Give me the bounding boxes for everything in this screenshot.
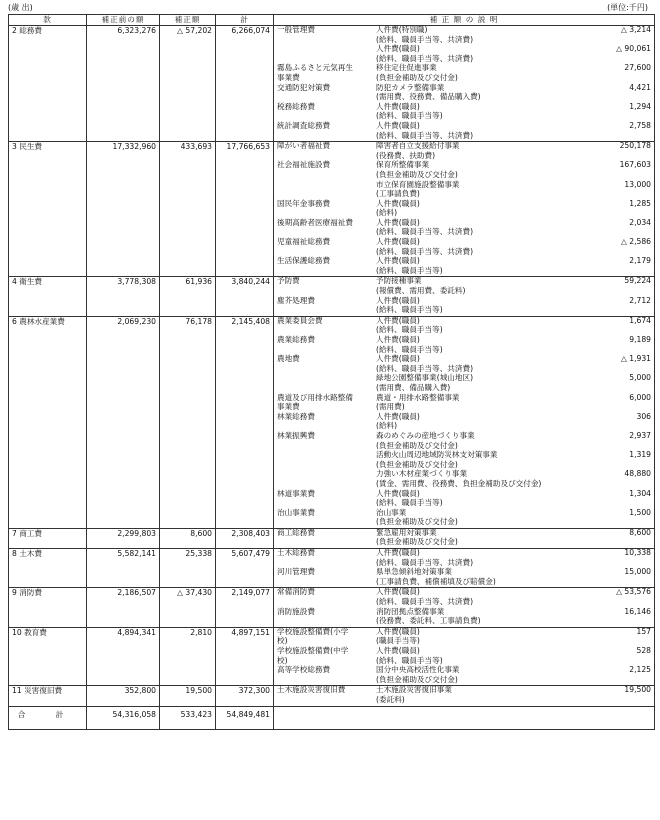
item-desc: 活動火山周辺地域防災林支対策事業 bbox=[376, 450, 498, 460]
item-name bbox=[274, 132, 372, 142]
section-row bbox=[9, 686, 655, 706]
item-desc: 力強い木材産業づくり事業 bbox=[376, 469, 468, 479]
item-desc: 森のめぐみの産地づくり事業 bbox=[376, 430, 475, 440]
item-desc: (給料、職員手当等) bbox=[376, 305, 443, 315]
item-desc: 消防団拠点整備事業 bbox=[376, 606, 445, 616]
item-amount: 19,500 bbox=[624, 685, 651, 695]
item-name: 土木施設災害復旧費 bbox=[277, 685, 346, 695]
section-row bbox=[9, 277, 655, 316]
item-name bbox=[274, 538, 372, 548]
item-row bbox=[274, 413, 654, 423]
item-desc: 土木施設災害復旧事業 bbox=[376, 685, 452, 695]
item-row bbox=[274, 267, 654, 277]
item-desc: 人件費(職員) bbox=[376, 237, 420, 247]
item-name: 商工総務費 bbox=[277, 527, 315, 537]
item-row bbox=[274, 617, 654, 627]
item-name bbox=[274, 518, 372, 528]
section-kan: 2 総務費 bbox=[9, 26, 87, 142]
item-row bbox=[274, 190, 654, 200]
item-amount bbox=[594, 578, 654, 588]
section-items bbox=[274, 316, 655, 528]
item-name: 林業総務費 bbox=[277, 411, 315, 421]
section-items bbox=[274, 142, 655, 277]
section-before: 3,778,308 bbox=[87, 277, 160, 316]
item-desc: 人件費(職員) bbox=[376, 101, 420, 111]
col-desc: 補 正 額 の 説 明 bbox=[274, 15, 655, 26]
item-desc: (給料、職員手当等、共済費) bbox=[376, 53, 474, 63]
item-amount: 4,421 bbox=[629, 82, 651, 92]
item-desc: (給料、職員手当等、共済費) bbox=[376, 246, 474, 256]
section-before: 6,323,276 bbox=[87, 26, 160, 142]
item-desc: (給料、職員手当等、共済費) bbox=[376, 363, 474, 373]
col-kan: 款 bbox=[9, 15, 87, 26]
item-amount: 1,285 bbox=[629, 198, 651, 208]
item-desc: (給料、職員手当等) bbox=[376, 498, 443, 508]
item-desc: (負担金補助及び交付金) bbox=[376, 169, 458, 179]
item-desc: (給料、職員手当等、共済費) bbox=[376, 34, 474, 44]
item-amount: 27,600 bbox=[624, 63, 651, 73]
item-row bbox=[274, 346, 654, 356]
item-amount: 10,338 bbox=[624, 548, 651, 558]
section-total: 2,149,077 bbox=[216, 588, 274, 627]
item-row bbox=[274, 559, 654, 569]
section-total: 5,607,479 bbox=[216, 549, 274, 588]
item-amount bbox=[594, 676, 654, 686]
item-row bbox=[274, 499, 654, 509]
item-row bbox=[274, 336, 654, 346]
item-desc: (報償費、需用費、委託料) bbox=[376, 286, 466, 296]
section-total: 6,266,074 bbox=[216, 26, 274, 142]
item-desc: 障害者自立支援給付事業 bbox=[376, 141, 460, 151]
section-before: 4,894,341 bbox=[87, 627, 160, 686]
item-amount: 1,319 bbox=[629, 450, 651, 460]
item-name: 予防費 bbox=[277, 276, 300, 286]
item-name: 高等学校総務費 bbox=[277, 665, 331, 675]
item-name bbox=[274, 696, 372, 706]
item-desc: (賃金、需用費、役務費、負担金補助及び交付金) bbox=[376, 478, 542, 488]
item-amount: 6,000 bbox=[629, 392, 651, 402]
item-desc: (役務費、扶助費) bbox=[376, 150, 436, 160]
item-row bbox=[274, 93, 654, 103]
item-desc: (工事請負費、補償補填及び賠償金) bbox=[376, 576, 496, 586]
item-desc: (職員手当等) bbox=[376, 636, 420, 646]
item-row bbox=[274, 628, 654, 638]
item-name bbox=[274, 45, 372, 55]
item-amount: 15,000 bbox=[624, 567, 651, 577]
item-amount bbox=[594, 538, 654, 548]
item-name bbox=[274, 461, 372, 471]
item-row bbox=[274, 257, 654, 267]
item-amount: △ 1,931 bbox=[621, 354, 651, 364]
item-name bbox=[274, 451, 372, 461]
item-row bbox=[274, 598, 654, 608]
section-items bbox=[274, 549, 655, 588]
item-name: 林道事業費 bbox=[277, 488, 315, 498]
item-row bbox=[274, 374, 654, 384]
item-name: 学校施設整備費(中学 bbox=[277, 646, 349, 655]
item-row bbox=[274, 132, 654, 142]
section-total: 17,766,653 bbox=[216, 142, 274, 277]
section-items bbox=[274, 686, 655, 706]
item-amount: 250,178 bbox=[619, 141, 651, 151]
section-amount: 25,338 bbox=[160, 549, 216, 588]
item-desc: (給料、職員手当等) bbox=[376, 265, 443, 275]
table-body bbox=[9, 26, 655, 707]
section-kan: 9 消防費 bbox=[9, 588, 87, 627]
item-row bbox=[274, 676, 654, 686]
item-amount: △ 90,061 bbox=[616, 44, 651, 54]
item-amount: 1,674 bbox=[629, 315, 651, 325]
item-name: 農道及び用排水路整備 bbox=[277, 392, 353, 402]
section-items bbox=[274, 627, 655, 686]
item-desc: 人件費(職員) bbox=[376, 626, 420, 636]
item-desc: (給料、職員手当等、共済費) bbox=[376, 557, 474, 567]
item-desc: (負担金補助及び交付金) bbox=[376, 537, 458, 547]
section-before: 2,186,507 bbox=[87, 588, 160, 627]
item-desc: 県単急傾斜地対策事業 bbox=[376, 567, 452, 577]
item-name: 校) bbox=[277, 655, 288, 665]
item-name bbox=[274, 36, 372, 46]
section-amount: 8,600 bbox=[160, 528, 216, 548]
total-amount: 533,423 bbox=[160, 706, 216, 729]
item-name bbox=[274, 181, 372, 191]
item-amount: 13,000 bbox=[624, 179, 651, 189]
item-desc: 人件費(職員) bbox=[376, 120, 420, 130]
item-name: 事業費 bbox=[277, 402, 300, 412]
item-name: 障がい者福祉費 bbox=[277, 141, 331, 151]
item-name: 農業総務費 bbox=[277, 335, 315, 344]
item-desc: 人件費(職員) bbox=[376, 295, 420, 305]
item-desc: 緊急雇用対策事業 bbox=[376, 527, 437, 537]
item-row bbox=[274, 200, 654, 210]
item-row bbox=[274, 696, 654, 706]
item-desc: 保育所整備事業 bbox=[376, 160, 430, 170]
item-name bbox=[274, 578, 372, 588]
item-desc: 治山事業 bbox=[376, 507, 407, 517]
item-desc: (給料、職員手当等、共済費) bbox=[376, 597, 474, 607]
item-name: 塵芥処理費 bbox=[277, 295, 315, 305]
item-name: 交通防犯対策費 bbox=[277, 82, 331, 92]
item-row bbox=[274, 161, 654, 171]
item-amount: 8,600 bbox=[629, 527, 651, 537]
item-desc: 移住定住促進事業 bbox=[376, 63, 437, 73]
item-desc: 人件費(職員) bbox=[376, 354, 420, 364]
item-desc: 人件費(職員) bbox=[376, 44, 420, 54]
item-row bbox=[274, 297, 654, 307]
section-before: 2,299,803 bbox=[87, 528, 160, 548]
section-before: 2,069,230 bbox=[87, 316, 160, 528]
section-items bbox=[274, 26, 655, 142]
item-name bbox=[274, 470, 372, 480]
section-kan: 11 災害復旧費 bbox=[9, 686, 87, 706]
item-row bbox=[274, 142, 654, 152]
section-total: 2,145,408 bbox=[216, 316, 274, 528]
item-row bbox=[274, 480, 654, 490]
item-desc: 農道・用排水路整備事業 bbox=[376, 392, 460, 402]
item-row bbox=[274, 64, 654, 74]
item-desc: 人件費(職員) bbox=[376, 646, 420, 655]
item-row bbox=[274, 394, 654, 404]
item-desc: 人件費(職員) bbox=[376, 587, 420, 597]
item-row bbox=[274, 317, 654, 327]
item-name: 税務総務費 bbox=[277, 101, 315, 111]
item-desc: 緑地公園整備事業(城山地区) bbox=[376, 373, 474, 383]
item-name: 後期高齢者医療福祉費 bbox=[277, 217, 353, 227]
item-desc: 人件費(職員) bbox=[376, 315, 420, 325]
item-amount: 2,712 bbox=[629, 295, 651, 305]
item-amount: 2,034 bbox=[629, 217, 651, 227]
section-items bbox=[274, 277, 655, 316]
item-amount bbox=[594, 696, 654, 706]
item-desc: (負担金補助及び交付金) bbox=[376, 459, 458, 469]
item-desc: 人件費(特別職) bbox=[376, 25, 428, 34]
item-amount: 1,304 bbox=[629, 488, 651, 498]
item-amount bbox=[594, 267, 654, 277]
total-before: 54,316,058 bbox=[87, 706, 160, 729]
col-before: 補正前の額 bbox=[87, 15, 160, 26]
item-desc: (負担金補助及び交付金) bbox=[376, 517, 458, 527]
item-amount bbox=[594, 132, 654, 142]
item-desc: (給料、職員手当等) bbox=[376, 344, 443, 354]
item-row bbox=[274, 490, 654, 500]
item-name bbox=[274, 171, 372, 181]
item-name bbox=[274, 365, 372, 375]
item-row bbox=[274, 103, 654, 113]
section-before: 17,332,960 bbox=[87, 142, 160, 277]
table-header-row bbox=[9, 15, 655, 26]
item-amount: 167,603 bbox=[619, 160, 651, 170]
item-row bbox=[274, 326, 654, 336]
item-desc: (給料、職員手当等) bbox=[376, 325, 443, 335]
section-total: 2,308,403 bbox=[216, 528, 274, 548]
item-row bbox=[274, 647, 654, 657]
item-row bbox=[274, 529, 654, 539]
item-amount: 1,294 bbox=[629, 101, 651, 111]
item-name: 一般管理費 bbox=[277, 25, 315, 34]
total-label: 合 計 bbox=[9, 706, 87, 729]
item-name: 学校施設整備費(小学 bbox=[277, 626, 349, 636]
item-amount: △ 53,576 bbox=[616, 587, 651, 597]
total-row bbox=[9, 706, 655, 729]
item-name: 国民年金事務費 bbox=[277, 198, 331, 208]
item-amount: △ 3,214 bbox=[621, 25, 651, 34]
item-desc: (給料、職員手当等) bbox=[376, 655, 443, 665]
item-desc: (委託料) bbox=[376, 694, 405, 704]
item-desc: 国分中央高校活性化事業 bbox=[376, 665, 460, 675]
section-row bbox=[9, 588, 655, 627]
item-amount: 1,500 bbox=[629, 507, 651, 517]
item-desc: (需用費) bbox=[376, 402, 405, 412]
item-name: 農業委員会費 bbox=[277, 315, 323, 325]
item-amount bbox=[594, 617, 654, 627]
item-desc: (需用費、役務費、備品購入費) bbox=[376, 92, 481, 102]
section-kan: 3 民生費 bbox=[9, 142, 87, 277]
section-items bbox=[274, 588, 655, 627]
item-name: 社会福祉施設費 bbox=[277, 160, 331, 170]
item-amount: △ 2,586 bbox=[621, 237, 651, 247]
item-name bbox=[274, 676, 372, 686]
col-amount: 補正額 bbox=[160, 15, 216, 26]
item-amount: 157 bbox=[636, 626, 651, 636]
item-row bbox=[274, 518, 654, 528]
item-desc: 人件費(職員) bbox=[376, 217, 420, 227]
section-amount: 2,810 bbox=[160, 627, 216, 686]
item-amount: 306 bbox=[636, 411, 651, 421]
item-row bbox=[274, 228, 654, 238]
item-desc: (給料、職員手当等) bbox=[376, 111, 443, 121]
section-amount: △ 57,202 bbox=[160, 26, 216, 142]
section-row bbox=[9, 316, 655, 528]
item-name bbox=[274, 374, 372, 384]
item-name: 常備消防費 bbox=[277, 587, 315, 597]
section-amount: 76,178 bbox=[160, 316, 216, 528]
item-name: 林業振興費 bbox=[277, 430, 315, 440]
item-row bbox=[274, 578, 654, 588]
item-name: 児童福祉総務費 bbox=[277, 237, 331, 247]
section-row bbox=[9, 528, 655, 548]
section-total: 372,300 bbox=[216, 686, 274, 706]
item-desc: 人件費(職員) bbox=[376, 198, 420, 208]
section-row bbox=[9, 627, 655, 686]
item-desc: (工事請負費) bbox=[376, 189, 420, 199]
item-amount: 2,125 bbox=[629, 665, 651, 675]
item-row bbox=[274, 432, 654, 442]
header-unit: (単位:千円) bbox=[607, 3, 648, 12]
item-row bbox=[274, 657, 654, 667]
item-amount: 59,224 bbox=[624, 276, 651, 286]
item-row bbox=[274, 538, 654, 548]
total-total: 54,849,481 bbox=[216, 706, 274, 729]
item-row bbox=[274, 248, 654, 258]
section-amount: 19,500 bbox=[160, 686, 216, 706]
item-desc: 人件費(職員) bbox=[376, 411, 420, 421]
item-desc: (負担金補助及び交付金) bbox=[376, 72, 458, 82]
item-desc: (需用費、備品購入費) bbox=[376, 382, 451, 392]
total-desc-empty bbox=[274, 706, 655, 729]
item-row bbox=[274, 306, 654, 316]
item-desc: (負担金補助及び交付金) bbox=[376, 674, 458, 684]
item-name: 校) bbox=[277, 636, 288, 646]
item-name: 治山事業費 bbox=[277, 507, 315, 517]
section-row bbox=[9, 142, 655, 277]
section-kan: 4 衛生費 bbox=[9, 277, 87, 316]
item-name: 霧島ふるさと元気再生 bbox=[277, 63, 353, 73]
section-amount: 61,936 bbox=[160, 277, 216, 316]
section-amount: 433,693 bbox=[160, 142, 216, 277]
col-total: 計 bbox=[216, 15, 274, 26]
item-row bbox=[274, 686, 654, 696]
item-desc: (給料) bbox=[376, 421, 398, 431]
item-row bbox=[274, 666, 654, 676]
item-desc: 人件費(職員) bbox=[376, 256, 420, 266]
section-before: 5,582,141 bbox=[87, 549, 160, 588]
section-amount: △ 37,430 bbox=[160, 588, 216, 627]
item-amount: 5,000 bbox=[629, 373, 651, 383]
item-desc: 防犯カメラ整備事業 bbox=[376, 82, 445, 92]
item-row bbox=[274, 74, 654, 84]
section-kan: 10 教育費 bbox=[9, 627, 87, 686]
item-name: 統計調査総務費 bbox=[277, 120, 331, 130]
item-desc: (給料、職員手当等、共済費) bbox=[376, 130, 474, 140]
item-amount bbox=[594, 518, 654, 528]
item-row bbox=[274, 36, 654, 46]
header-left: (歳 出) bbox=[8, 3, 33, 12]
item-desc: 人件費(職員) bbox=[376, 335, 420, 344]
item-amount: 2,179 bbox=[629, 256, 651, 266]
item-amount: 528 bbox=[636, 646, 651, 655]
item-amount: 16,146 bbox=[624, 606, 651, 616]
item-desc: (給料) bbox=[376, 208, 398, 218]
item-row bbox=[274, 509, 654, 519]
section-total: 3,840,244 bbox=[216, 277, 274, 316]
item-amount: 2,937 bbox=[629, 430, 651, 440]
item-desc: 人件費(職員) bbox=[376, 488, 420, 498]
item-name: 生活保護総務費 bbox=[277, 256, 331, 266]
item-row bbox=[274, 403, 654, 413]
item-amount: 48,880 bbox=[624, 469, 651, 479]
item-name: 土木総務費 bbox=[277, 548, 315, 558]
section-row bbox=[9, 549, 655, 588]
item-desc: (給料、職員手当等、共済費) bbox=[376, 227, 474, 237]
item-desc: 市立保育園施設整備事業 bbox=[376, 179, 460, 189]
item-desc: 人件費(職員) bbox=[376, 548, 420, 558]
item-amount bbox=[594, 306, 654, 316]
item-amount: 9,189 bbox=[629, 335, 651, 344]
item-row bbox=[274, 152, 654, 162]
section-row bbox=[9, 26, 655, 142]
item-name bbox=[274, 267, 372, 277]
item-amount: 2,758 bbox=[629, 120, 651, 130]
item-desc: (役務費、委託料、工事請負費) bbox=[376, 616, 481, 626]
item-row bbox=[274, 171, 654, 181]
section-before: 352,800 bbox=[87, 686, 160, 706]
item-row bbox=[274, 181, 654, 191]
section-kan: 8 土木費 bbox=[9, 549, 87, 588]
item-name: 消防施設費 bbox=[277, 606, 315, 616]
budget-table bbox=[8, 14, 655, 730]
item-name: 農地費 bbox=[277, 354, 300, 364]
section-kan: 7 商工費 bbox=[9, 528, 87, 548]
item-row bbox=[274, 287, 654, 297]
item-row bbox=[274, 112, 654, 122]
item-row bbox=[274, 451, 654, 461]
item-name bbox=[274, 617, 372, 627]
item-name bbox=[274, 442, 372, 452]
section-total: 4,897,151 bbox=[216, 627, 274, 686]
item-name: 事業費 bbox=[277, 72, 300, 82]
section-items bbox=[274, 528, 655, 548]
item-name: 河川管理費 bbox=[277, 567, 315, 577]
item-desc: 予防接種事業 bbox=[376, 276, 422, 286]
item-name bbox=[274, 306, 372, 316]
item-desc: (負担金補助及び交付金) bbox=[376, 440, 458, 450]
section-kan: 6 農林水産業費 bbox=[9, 316, 87, 528]
